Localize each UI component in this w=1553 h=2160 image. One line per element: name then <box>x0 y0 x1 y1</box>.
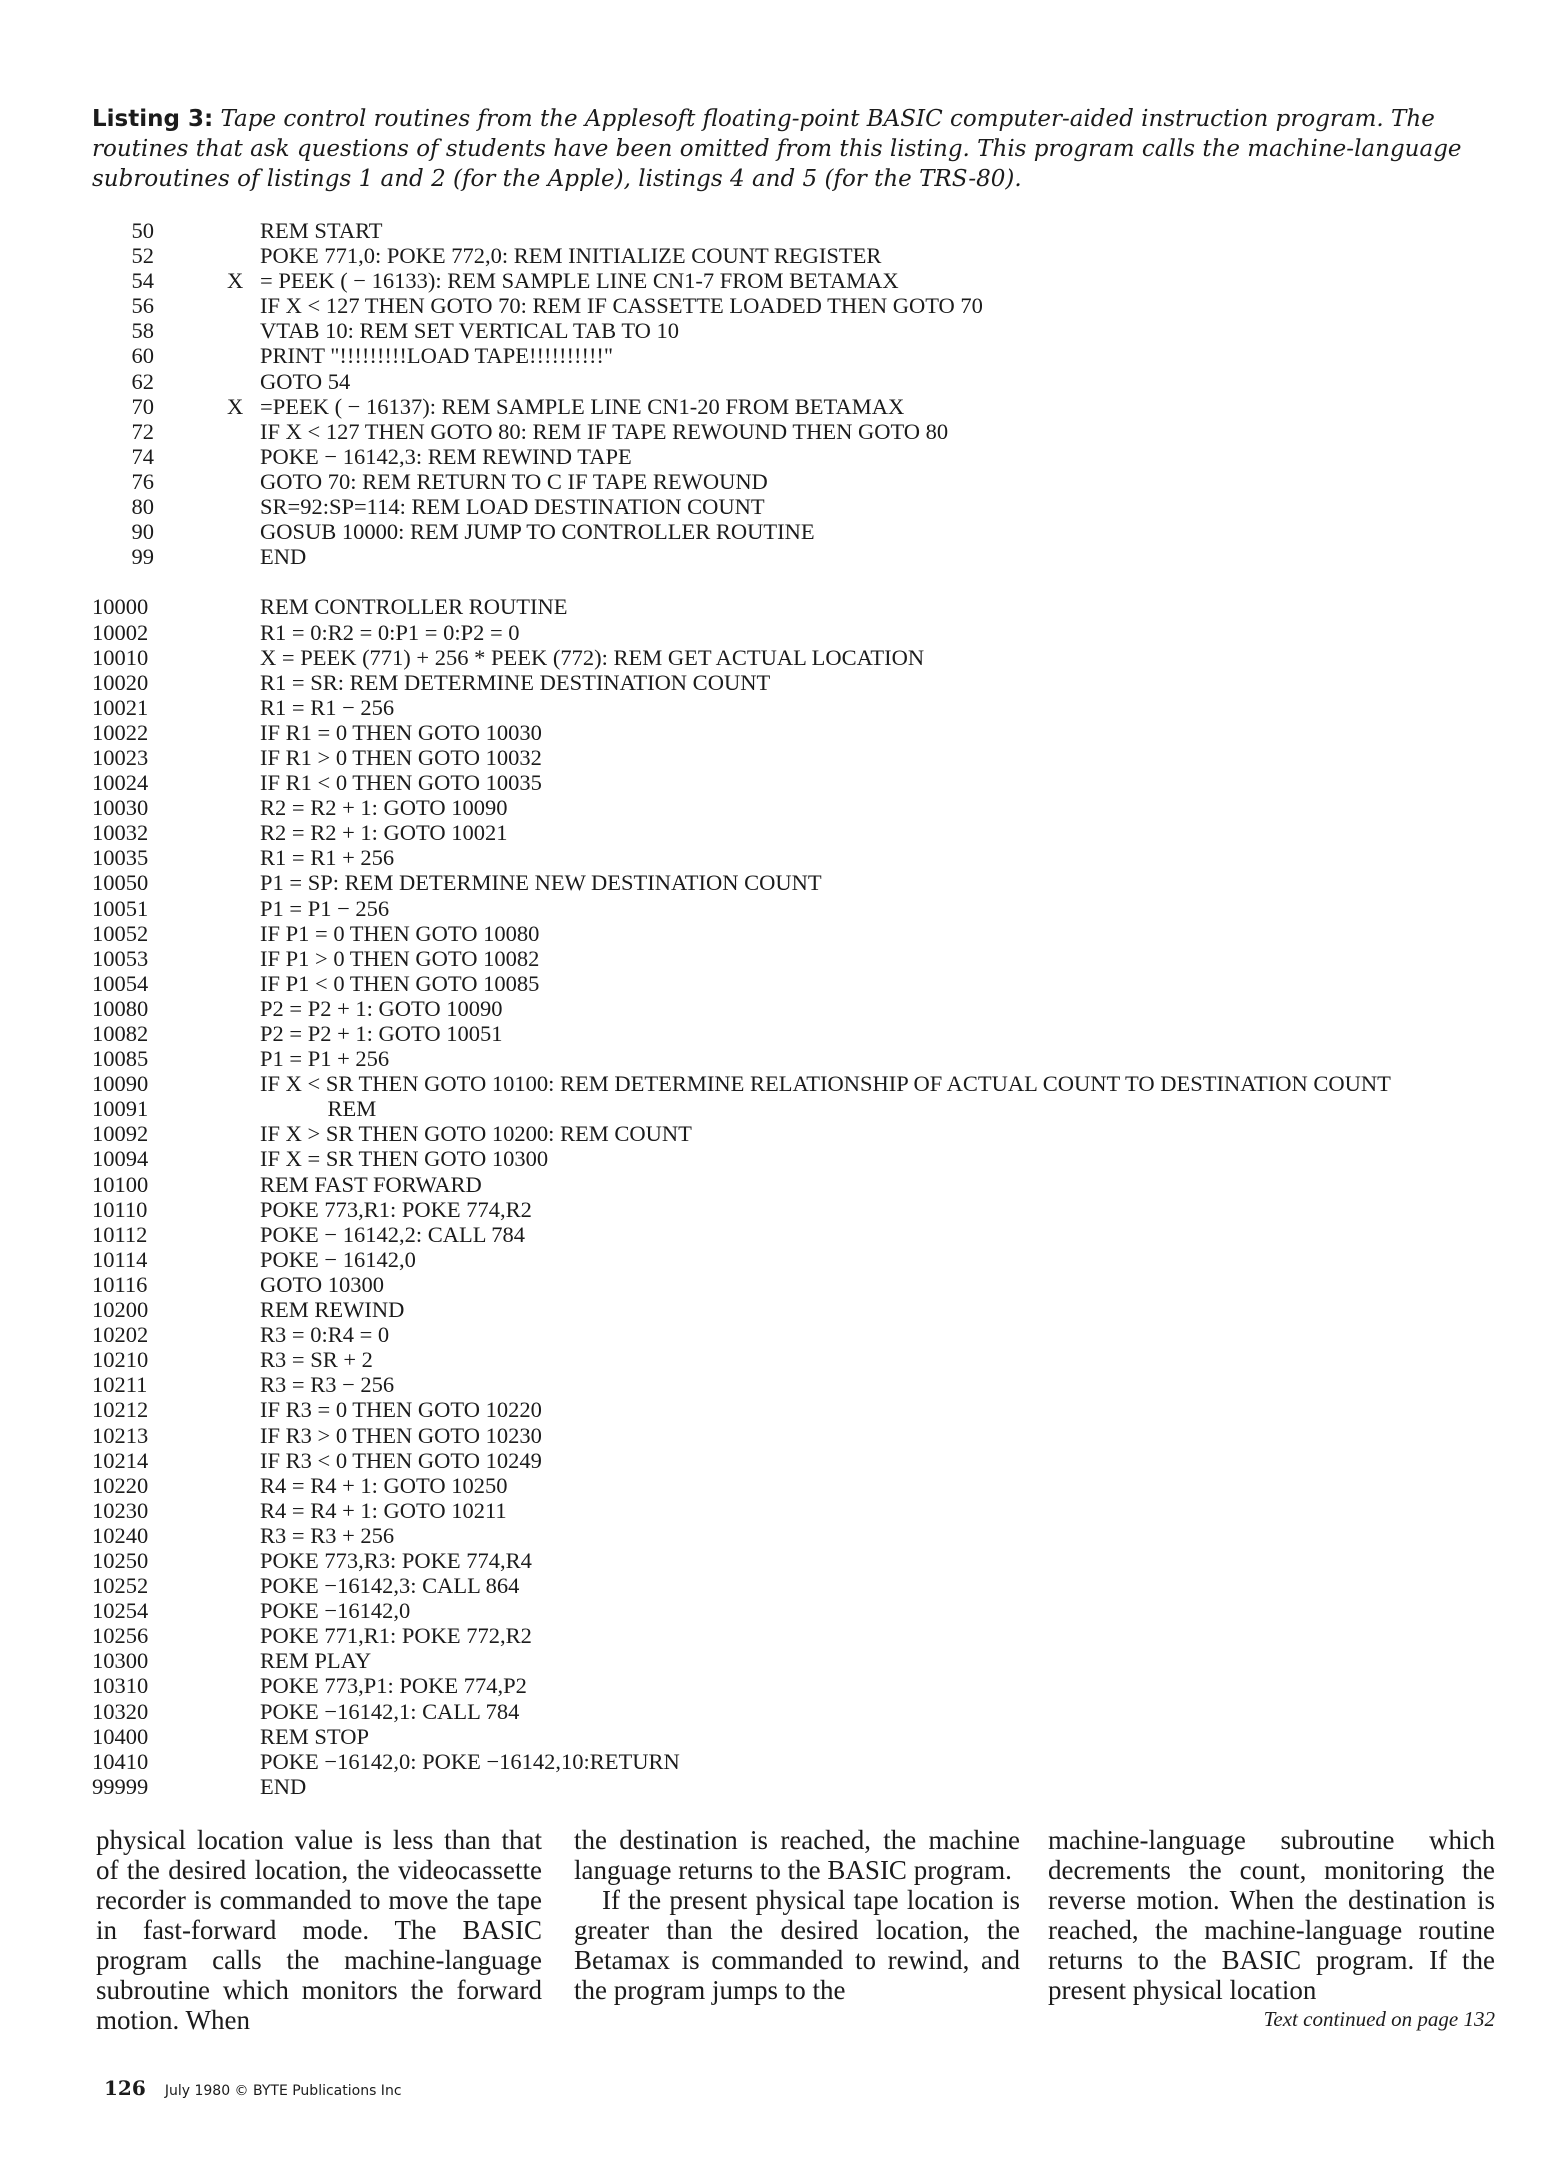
code-statement: POKE − 16142,0 <box>260 1246 416 1272</box>
text-column-3 <box>1048 1825 1495 2033</box>
line-number: 10092 <box>92 1121 149 1147</box>
code-statement: P1 = SP: REM DETERMINE NEW DESTINATION COUNT <box>260 870 822 896</box>
code-statement: R3 = SR + 2 <box>260 1347 373 1373</box>
code-statement: R4 = R4 + 1: GOTO 10211 <box>260 1497 507 1523</box>
code-line <box>92 795 1512 820</box>
code-statement: POKE − 16142,3: REM REWIND TAPE <box>260 443 632 469</box>
code-statement: IF X < 127 THEN GOTO 70: REM IF CASSETTE LOADED THEN GOTO 70 <box>260 293 983 319</box>
code-line <box>92 1673 1512 1698</box>
code-statement: R3 = R3 − 256 <box>260 1372 395 1398</box>
line-number: 10094 <box>92 1146 149 1172</box>
line-number: 10021 <box>92 694 149 720</box>
code-statement: POKE −16142,0: POKE −16142,10:RETURN <box>260 1748 680 1774</box>
line-number: 10080 <box>92 995 149 1021</box>
code-statement: R1 = R1 − 256 <box>260 694 395 720</box>
page-footer <box>104 2076 402 2100</box>
line-number: 80 <box>131 494 154 520</box>
code-statement: IF P1 = 0 THEN GOTO 10080 <box>260 920 540 946</box>
code-line <box>92 620 1512 645</box>
article-body <box>96 1825 1496 2035</box>
line-number: 10000 <box>92 594 149 620</box>
code-statement: VTAB 10: REM SET VERTICAL TAB TO 10 <box>260 318 680 344</box>
code-line <box>92 1623 1512 1648</box>
code-statement: REM REWIND <box>260 1297 405 1323</box>
line-number: 10035 <box>92 845 149 871</box>
line-number: 58 <box>131 318 154 344</box>
code-line <box>92 1297 1512 1322</box>
line-number: 10052 <box>92 920 149 946</box>
code-line <box>92 594 1512 619</box>
code-statement: SR=92:SP=114: REM LOAD DESTINATION COUNT <box>260 494 765 520</box>
line-number: 90 <box>131 519 154 545</box>
assigned-variable: X <box>227 268 244 294</box>
code-statement: IF R3 = 0 THEN GOTO 10220 <box>260 1397 542 1423</box>
code-statement: R2 = R2 + 1: GOTO 10090 <box>260 795 508 821</box>
line-number: 10116 <box>92 1271 148 1297</box>
caption-text: Tape control routines from the Applesoft floating-point BASIC computer-aided instruction program. The routines that ask questions of students have been omitted from this listing. This program calls the machine-language subroutines of listings 1 and 2 (for the Apple), listings 4 and 5 (for the TRS-80). <box>92 106 1462 192</box>
code-line <box>92 369 1512 394</box>
line-number: 10032 <box>92 820 149 846</box>
code-line <box>92 1473 1512 1498</box>
code-line <box>92 494 1512 519</box>
code-line <box>92 1397 1512 1422</box>
listing-section-controller <box>92 594 1512 1799</box>
code-statement: IF X = SR THEN GOTO 10300 <box>260 1146 549 1172</box>
code-line <box>92 1498 1512 1523</box>
assigned-variable: X <box>227 393 244 419</box>
code-line <box>92 1247 1512 1272</box>
line-number: 10090 <box>92 1071 149 1097</box>
code-line <box>92 896 1512 921</box>
line-number: 99 <box>131 544 154 570</box>
code-line <box>92 544 1512 569</box>
code-line <box>92 770 1512 795</box>
code-line <box>92 1222 1512 1247</box>
code-statement: IF R1 = 0 THEN GOTO 10030 <box>260 719 542 745</box>
code-statement: GOTO 70: REM RETURN TO C IF TAPE REWOUND <box>260 468 768 494</box>
code-statement: POKE 771,R1: POKE 772,R2 <box>260 1623 532 1649</box>
code-line <box>92 1699 1512 1724</box>
code-statement: P2 = P2 + 1: GOTO 10051 <box>260 1021 503 1046</box>
line-number: 10213 <box>92 1422 149 1448</box>
text-column-1 <box>96 1825 542 2035</box>
line-number: 10214 <box>92 1447 149 1473</box>
code-line <box>92 1724 1512 1749</box>
line-number: 10085 <box>92 1046 149 1072</box>
continued-note: Text continued on page 132 <box>1263 2007 1495 2031</box>
line-number: 10212 <box>92 1397 149 1423</box>
code-statement: IF X < 127 THEN GOTO 80: REM IF TAPE REWOUND THEN GOTO 80 <box>260 418 949 444</box>
code-statement: END <box>260 1773 307 1799</box>
line-number: 10024 <box>92 770 149 796</box>
code-statement: R2 = R2 + 1: GOTO 10021 <box>260 820 508 846</box>
code-line <box>92 1071 1512 1096</box>
text-column-2 <box>574 1825 1020 2005</box>
listing-section-main <box>92 218 1512 569</box>
code-line <box>92 971 1512 996</box>
line-number: 10010 <box>92 644 149 670</box>
line-number: 10252 <box>92 1573 149 1599</box>
code-statement: POKE − 16142,2: CALL 784 <box>260 1221 525 1247</box>
code-statement: IF R1 < 0 THEN GOTO 10035 <box>260 770 542 796</box>
code-line <box>92 946 1512 971</box>
code-line <box>92 1197 1512 1222</box>
code-line <box>92 419 1512 444</box>
publication-imprint: July 1980 © BYTE Publications Inc <box>164 2083 402 2099</box>
code-statement: R4 = R4 + 1: GOTO 10250 <box>260 1472 508 1498</box>
code-line <box>92 1423 1512 1448</box>
code-line <box>92 318 1512 343</box>
line-number: 10100 <box>92 1171 149 1197</box>
code-line <box>92 720 1512 745</box>
code-line <box>92 745 1512 770</box>
code-line <box>92 1272 1512 1297</box>
line-number: 10202 <box>92 1322 149 1348</box>
code-line <box>92 444 1512 469</box>
code-line <box>92 1046 1512 1071</box>
line-number: 50 <box>131 218 154 243</box>
code-line <box>92 343 1512 368</box>
code-statement: R1 = 0:R2 = 0:P1 = 0:P2 = 0 <box>260 619 520 645</box>
line-number: 10082 <box>92 1021 149 1046</box>
code-statement: GOTO 54 <box>260 368 351 394</box>
code-statement: END <box>260 544 307 570</box>
page-number: 126 <box>104 2076 146 2100</box>
code-line <box>92 845 1512 870</box>
line-number: 10053 <box>92 945 149 971</box>
line-number: 10410 <box>92 1748 149 1774</box>
code-statement: IF P1 > 0 THEN GOTO 10082 <box>260 945 540 971</box>
line-number: 74 <box>131 443 154 469</box>
code-statement: POKE 773,R1: POKE 774,R2 <box>260 1196 532 1222</box>
line-number: 70 <box>131 393 154 419</box>
listing-caption <box>92 104 1497 194</box>
line-number: 54 <box>131 268 154 294</box>
caption-label: Listing 3: <box>92 106 214 132</box>
code-statement: POKE −16142,0 <box>260 1598 411 1624</box>
code-line <box>92 268 1512 293</box>
code-line <box>92 820 1512 845</box>
line-number: 10091 <box>92 1096 149 1122</box>
code-line <box>92 645 1512 670</box>
code-statement: = PEEK ( − 16133): REM SAMPLE LINE CN1-7 FROM BETAMAX <box>260 268 899 294</box>
code-statement: REM STOP <box>260 1723 369 1749</box>
line-number: 10114 <box>92 1246 148 1272</box>
line-number: 10020 <box>92 669 149 695</box>
line-number: 10220 <box>92 1472 149 1498</box>
code-line <box>92 1021 1512 1046</box>
code-line <box>92 1322 1512 1347</box>
code-statement: POKE −16142,1: CALL 784 <box>260 1698 520 1724</box>
code-line <box>92 921 1512 946</box>
code-line <box>92 1096 1512 1121</box>
code-line <box>92 394 1512 419</box>
line-number: 10200 <box>92 1297 149 1323</box>
code-statement: R1 = R1 + 256 <box>260 845 395 871</box>
code-statement: REM FAST FORWARD <box>260 1171 482 1197</box>
code-statement: POKE 773,P1: POKE 774,P2 <box>260 1673 527 1699</box>
line-number: 10050 <box>92 870 149 896</box>
column-1-text: physical location value is less than that of the desired location, the videocassette recorder is commanded to move the tape in fast-forward mode. The BASIC program calls the machine-language subroutine which monitors the forward motion. When <box>96 1825 542 2035</box>
code-line <box>92 243 1512 268</box>
line-number: 10320 <box>92 1698 149 1724</box>
code-line <box>92 1523 1512 1548</box>
code-line <box>92 218 1512 243</box>
code-statement: GOSUB 10000: REM JUMP TO CONTROLLER ROUTINE <box>260 519 815 545</box>
code-statement: IF P1 < 0 THEN GOTO 10085 <box>260 970 540 996</box>
code-statement: X = PEEK (771) + 256 * PEEK (772): REM GET ACTUAL LOCATION <box>260 644 925 670</box>
line-number: 10112 <box>92 1221 148 1247</box>
line-number: 10400 <box>92 1723 149 1749</box>
code-line <box>92 1172 1512 1197</box>
code-line <box>92 1448 1512 1473</box>
line-number: 10211 <box>92 1372 148 1398</box>
code-statement: POKE 773,R3: POKE 774,R4 <box>260 1547 532 1573</box>
line-number: 99999 <box>92 1773 149 1799</box>
line-number: 10002 <box>92 619 149 645</box>
code-statement: P2 = P2 + 1: GOTO 10090 <box>260 995 503 1021</box>
line-number: 10210 <box>92 1347 149 1373</box>
code-statement: R3 = R3 + 256 <box>260 1522 395 1548</box>
line-number: 10022 <box>92 719 149 745</box>
line-number: 72 <box>131 418 154 444</box>
code-statement: IF R3 < 0 THEN GOTO 10249 <box>260 1447 542 1473</box>
column-3-text: machine-language subroutine which decrements the count, monitoring the reverse motion. When the destination is reached, the machine-language routine returns to the BASIC program. If the present physical location <box>1048 1825 1495 2005</box>
line-number: 10051 <box>92 895 149 921</box>
line-number: 56 <box>131 293 154 319</box>
code-statement: REM START <box>260 218 383 243</box>
code-line <box>92 1573 1512 1598</box>
code-statement: IF X > SR THEN GOTO 10200: REM COUNT <box>260 1121 692 1147</box>
line-number: 10030 <box>92 795 149 821</box>
code-statement: =PEEK ( − 16137): REM SAMPLE LINE CN1-20 FROM BETAMAX <box>260 393 905 419</box>
code-line <box>92 670 1512 695</box>
line-number: 10300 <box>92 1648 149 1674</box>
line-number: 10110 <box>92 1196 148 1222</box>
column-2-paragraph-1: the destination is reached, the machine language returns to the BASIC program. <box>574 1825 1020 1885</box>
code-statement: IF R3 > 0 THEN GOTO 10230 <box>260 1422 542 1448</box>
code-line <box>92 1774 1512 1799</box>
code-statement: REM PLAY <box>260 1648 372 1674</box>
code-line <box>92 695 1512 720</box>
code-line <box>92 1749 1512 1774</box>
code-statement: POKE −16142,3: CALL 864 <box>260 1573 520 1599</box>
column-2-paragraph-2: If the present physical tape location is greater than the desired location, the Betamax is commanded to rewind, and the program jumps to the <box>574 1885 1020 2005</box>
listing-gap <box>92 569 1512 594</box>
code-line <box>92 1648 1512 1673</box>
code-line <box>92 1548 1512 1573</box>
code-statement: IF R1 > 0 THEN GOTO 10032 <box>260 744 542 770</box>
code-statement: IF X < SR THEN GOTO 10100: REM DETERMINE RELATIONSHIP OF ACTUAL COUNT TO DESTINATION COUNT <box>260 1071 1391 1097</box>
code-statement: POKE 771,0: POKE 772,0: REM INITIALIZE COUNT REGISTER <box>260 243 882 269</box>
code-line <box>92 996 1512 1021</box>
line-number: 10250 <box>92 1547 149 1573</box>
line-number: 60 <box>131 343 154 369</box>
code-line <box>92 1372 1512 1397</box>
code-statement: PRINT "!!!!!!!!!LOAD TAPE!!!!!!!!!!" <box>260 343 614 369</box>
line-number: 10310 <box>92 1673 149 1699</box>
code-statement: REM <box>260 1096 377 1122</box>
line-number: 10054 <box>92 970 149 996</box>
line-number: 10256 <box>92 1623 149 1649</box>
line-number: 10023 <box>92 744 149 770</box>
line-number: 10230 <box>92 1497 149 1523</box>
code-statement: REM CONTROLLER ROUTINE <box>260 594 568 620</box>
code-statement: P1 = P1 + 256 <box>260 1046 390 1072</box>
code-line <box>92 1598 1512 1623</box>
code-line <box>92 293 1512 318</box>
line-number: 10254 <box>92 1598 149 1624</box>
code-line <box>92 519 1512 544</box>
code-line <box>92 469 1512 494</box>
code-statement: R3 = 0:R4 = 0 <box>260 1322 390 1348</box>
code-statement: GOTO 10300 <box>260 1271 384 1297</box>
code-line <box>92 1121 1512 1146</box>
code-listing <box>92 218 1512 1799</box>
code-line <box>92 870 1512 895</box>
code-line <box>92 1146 1512 1171</box>
line-number: 52 <box>131 243 154 269</box>
code-statement: R1 = SR: REM DETERMINE DESTINATION COUNT <box>260 669 771 695</box>
line-number: 76 <box>131 468 154 494</box>
line-number: 10240 <box>92 1522 149 1548</box>
line-number: 62 <box>131 368 154 394</box>
code-statement: P1 = P1 − 256 <box>260 895 390 921</box>
code-line <box>92 1347 1512 1372</box>
